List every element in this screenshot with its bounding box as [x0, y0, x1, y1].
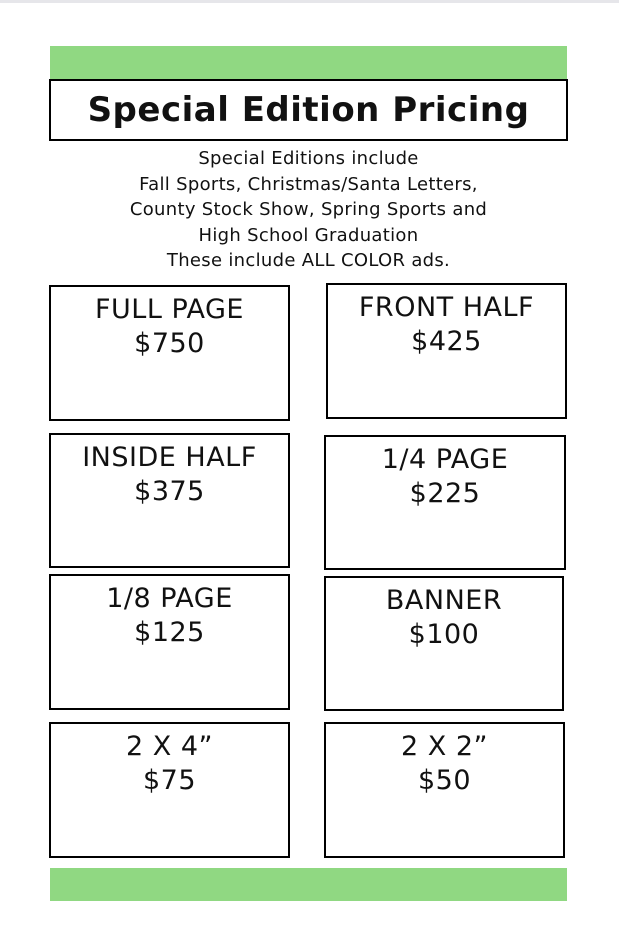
- price-box-quarter-page: [324, 435, 566, 570]
- bottom-green-band: [50, 868, 567, 901]
- subtitle-line: County Stock Show, Spring Sports and: [129, 199, 488, 220]
- top-green-band: [50, 46, 567, 79]
- ad-size-label: FULL PAGE: [95, 294, 244, 325]
- ad-size-label: BANNER: [385, 585, 503, 616]
- ad-size-label: 1/8 PAGE: [106, 583, 233, 614]
- price-box-eighth-page: [49, 574, 290, 710]
- price-box-2x4: [49, 722, 290, 858]
- ad-size-label: 2 X 2”: [400, 731, 488, 762]
- page-title: Special Edition Pricing: [87, 90, 530, 130]
- price-box-banner: [324, 576, 564, 711]
- ad-size-label: FRONT HALF: [358, 292, 535, 323]
- ad-price: $50: [417, 765, 472, 796]
- subtitle-line: Special Editions include: [198, 148, 419, 169]
- ad-size-label: 2 X 4”: [125, 731, 213, 762]
- ad-price: $125: [134, 617, 205, 648]
- ad-price: $75: [142, 765, 197, 796]
- ad-size-label: INSIDE HALF: [82, 442, 257, 473]
- title-box: [49, 79, 568, 141]
- subtitle-line: These include ALL COLOR ads.: [166, 250, 451, 271]
- top-divider: [0, 0, 619, 3]
- ad-price: $100: [408, 619, 480, 650]
- price-box-full-page: [49, 285, 290, 421]
- ad-price: $375: [134, 476, 205, 507]
- subtitle-block: [50, 146, 567, 274]
- subtitle-line: Fall Sports, Christmas/Santa Letters,: [139, 173, 478, 195]
- price-box-front-half: [326, 283, 567, 419]
- ad-price: $425: [411, 326, 482, 357]
- ad-size-label: 1/4 PAGE: [381, 444, 509, 475]
- ad-price: $225: [409, 478, 481, 509]
- subtitle-line: High School Graduation: [198, 224, 419, 246]
- price-box-2x2: [324, 722, 565, 858]
- price-box-inside-half: [49, 433, 290, 568]
- ad-price: $750: [134, 328, 205, 359]
